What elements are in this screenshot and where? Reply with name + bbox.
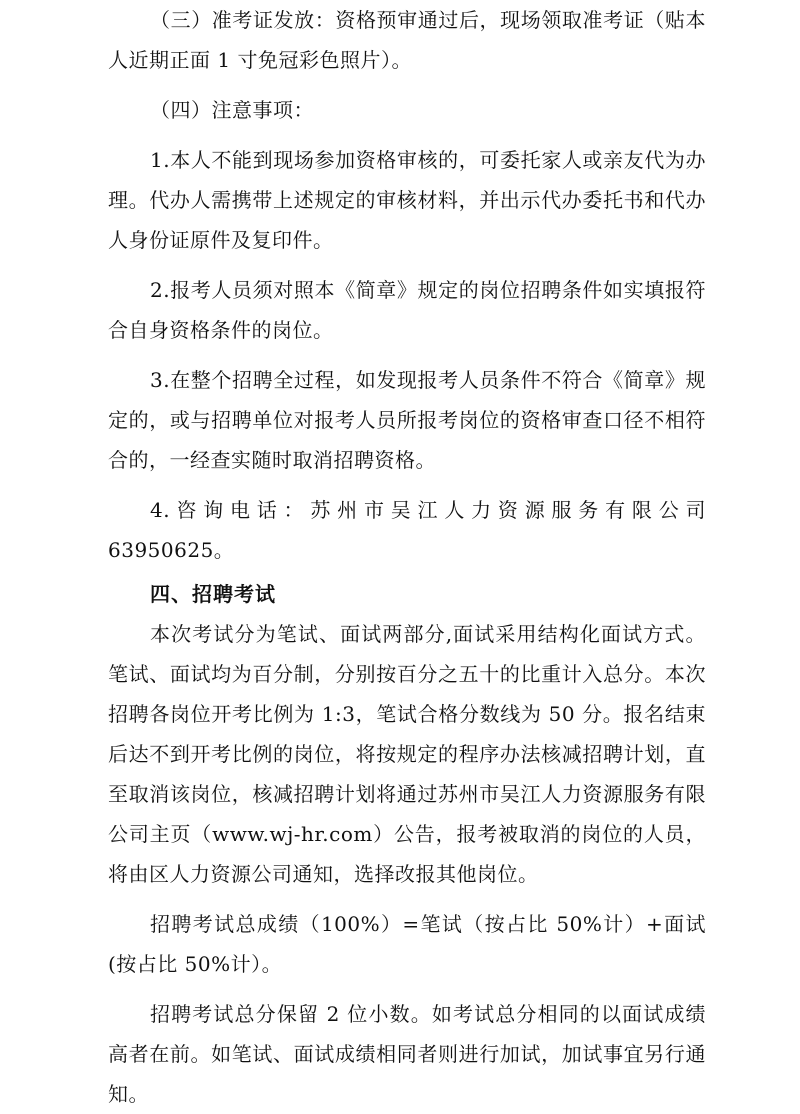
exam-score-formula-paragraph: 招聘考试总成绩（100%）=笔试（按占比 50%计）+面试(按占比 50%计）。 [108,912,706,976]
section-heading: 四、招聘考试 [150,582,276,606]
note-1-paragraph: 1.本人不能到现场参加资格审核的，可委托家人或亲友代为办理。代办人需携带上述规定的审核材料，并出示代办委托书和代办人身份证原件及复印件。 [108,148,706,252]
exam-rounding-paragraph: 招聘考试总分保留 2 位小数。如考试总分相同的以面试成绩高者在前。如笔试、面试成绩相同者则进行加试，加试事宜另行通知。 [108,1002,706,1106]
exam-intro-paragraph: 本次考试分为笔试、面试两部分,面试采用结构化面试方式。笔试、面试均为百分制，分别按百分之五十的比重计入总分。本次招聘各岗位开考比例为 1:3，笔试合格分数线为 50 分。报名结束后达不到开考比例的岗位，将按规定的程序办法核减招聘计划，直至取消该岗位，核减招聘计划将通过苏州市吴江人力资源服务有限公司主页（www.wj-hr.com）公告，报考被取消的岗位的人员，将由区人力资源公司通知，选择改报其他岗位。 [108,622,706,886]
notes-heading-paragraph: （四）注意事项： [150,98,314,122]
note-4-paragraph: 4.咨询电话：苏州市吴江人力资源服务有限公司 63950625。 [108,498,706,562]
note-3-paragraph: 3.在整个招聘全过程，如发现报考人员条件不符合《简章》规定的，或与招聘单位对报考人员所报考岗位的资格审查口径不相符合的，一经查实随时取消招聘资格。 [108,368,706,472]
admission-ticket-paragraph: （三）准考证发放：资格预审通过后，现场领取准考证（贴本人近期正面 1 寸免冠彩色照片）。 [108,8,706,72]
note-2-paragraph: 2.报考人员须对照本《简章》规定的岗位招聘条件如实填报符合自身资格条件的岗位。 [108,278,706,342]
